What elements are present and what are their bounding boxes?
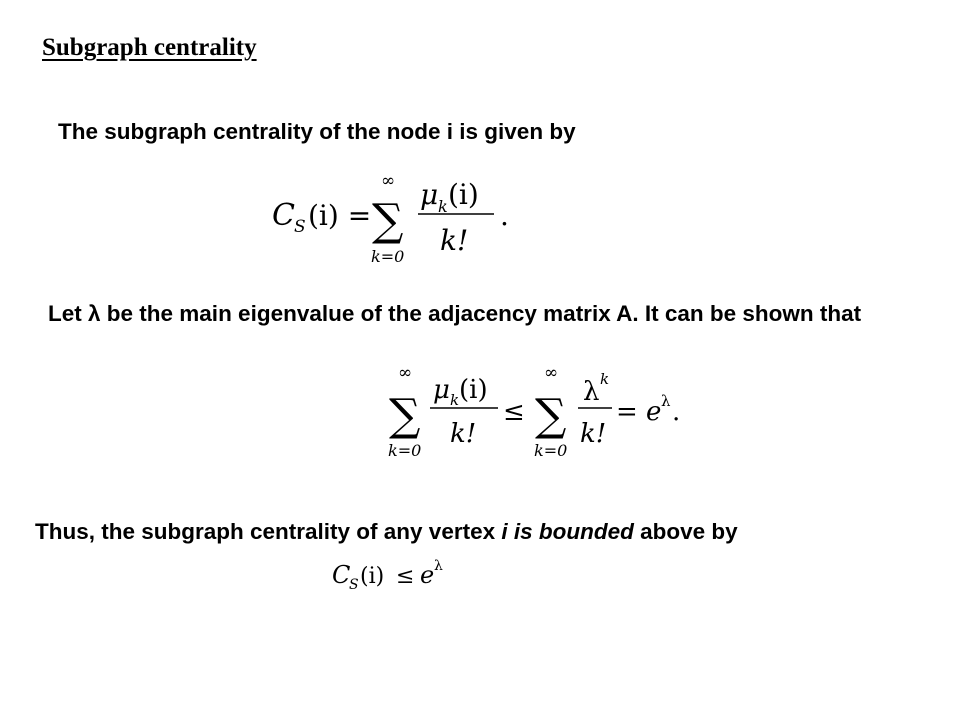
intro-text: The subgraph centrality of the node i is given by (58, 119, 576, 144)
eigenvalue-text (48, 298, 928, 330)
eq1-sum-lower: k=0 (371, 247, 405, 266)
eq3-exponent-lambda: λ (434, 558, 443, 574)
subgraph-centrality-equation (268, 168, 518, 268)
eq1-sum-symbol: ∑ (372, 195, 404, 246)
eq1-c-subscript: S (294, 217, 306, 237)
eq1-numerator-sub: k (438, 197, 448, 216)
eq2-sum2-lower: k=0 (534, 441, 568, 460)
eq2-denominator1: k! (450, 419, 477, 449)
eq1-numerator-arg: (i) (448, 178, 479, 211)
bound-text-part3: above by (633, 519, 738, 544)
eq2-equals-e: = e (616, 397, 662, 427)
eq2-sum1-lower: k=0 (388, 441, 422, 460)
slide-title: Subgraph centrality (42, 34, 257, 61)
eq1-c: C (272, 198, 295, 233)
eq2-sum2-upper: ∞ (544, 363, 559, 383)
eq2-numerator2-lambda: λ (583, 377, 600, 407)
eq3-relation: ≤ (396, 564, 415, 589)
eq1-numerator-mu: μ (420, 178, 439, 211)
eq3-subscript: S (349, 577, 359, 593)
eq3-e: e (420, 561, 435, 589)
eq2-numerator2-sup: k (600, 370, 610, 388)
eq3-c: C (332, 561, 351, 589)
eq2-exponent-lambda: λ (661, 392, 671, 410)
eq1-denominator: k! (440, 224, 469, 257)
bound-text-part2: of any vertex (356, 519, 502, 544)
eigenvalue-text-after: be the main eigenvalue of the adjacency matrix A. It can be shown that (100, 301, 862, 326)
bound-text-part1: Thus, the subgraph centrality (35, 519, 357, 544)
lambda-symbol: λ (88, 301, 101, 326)
eq2-sum2-symbol: ∑ (535, 390, 567, 441)
eq2-sum1-upper: ∞ (398, 363, 413, 383)
eq1-lhs-arg: (i) = (308, 199, 372, 232)
eq2-denominator2: k! (580, 419, 607, 449)
eq2-numerator1-sub: k (450, 391, 460, 409)
eq2-sum1-symbol: ∑ (389, 390, 421, 441)
eq2-period: . (672, 397, 681, 427)
eigenvalue-text-before: Let (48, 301, 89, 326)
eq3-arg: (i) (360, 564, 385, 589)
upper-bound-equation (330, 550, 460, 594)
bound-text (35, 516, 895, 548)
eq2-numerator1-arg: (i) (459, 375, 488, 405)
bound-text-italic: i is bounded (501, 519, 634, 544)
eigenvalue-inequality-equation (386, 362, 686, 462)
eq1-sum-upper: ∞ (381, 171, 396, 191)
eq2-relation: ≤ (503, 397, 525, 427)
eq1-period: . (500, 199, 509, 232)
eq2-numerator1-mu: μ (433, 375, 450, 405)
